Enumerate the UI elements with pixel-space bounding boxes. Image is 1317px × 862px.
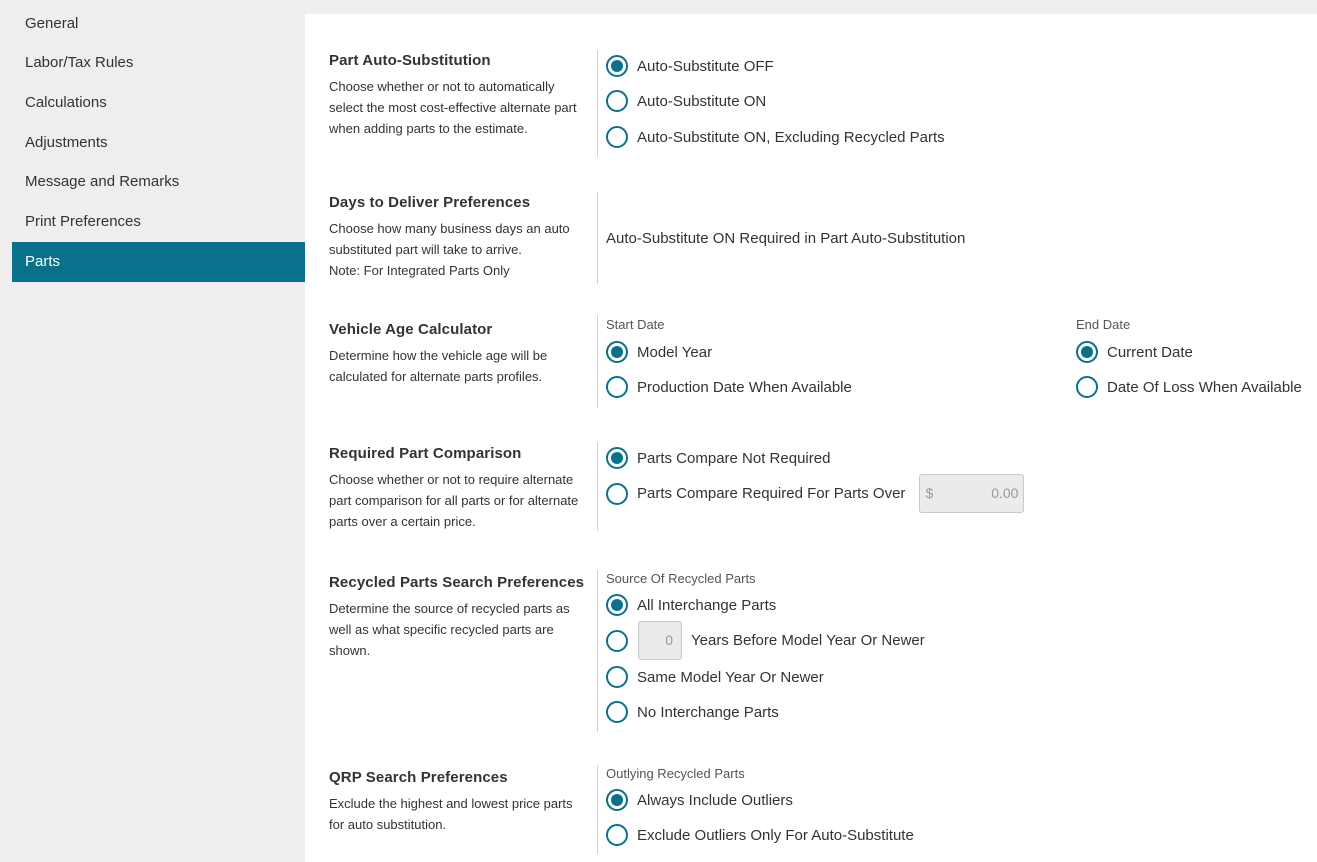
option-label: Model Year	[637, 343, 713, 361]
radio-unchecked-icon[interactable]	[606, 376, 628, 398]
option-label: Auto-Substitute ON, Excluding Recycled Parts	[637, 128, 945, 146]
sidebar-item-labor-tax-rules[interactable]: Labor/Tax Rules	[25, 54, 134, 71]
radio-exclude-outliers-auto-substitute[interactable]	[606, 824, 914, 846]
divider	[597, 570, 598, 732]
sidebar-item-parts[interactable]: Parts	[12, 242, 305, 282]
divider	[597, 50, 598, 157]
section-title: Required Part Comparison	[329, 445, 522, 462]
option-label: All Interchange Parts	[637, 596, 777, 614]
option-label: Exclude Outliers Only For Auto-Substitute	[637, 826, 914, 844]
radio-checked-icon[interactable]	[606, 789, 628, 811]
radio-parts-compare-required-over[interactable]	[606, 474, 1024, 513]
section-description: Determine the source of recycled parts as well as what specific recycled parts are shown.	[329, 601, 570, 658]
section-note: Note: For Integrated Parts Only	[329, 263, 510, 278]
price-threshold-value: 0.00	[991, 485, 1019, 501]
section-description: Choose whether or not to require alternate part comparison for all parts or for alternate parts over a certain price.	[329, 472, 579, 529]
outlying-recycled-parts-label: Outlying Recycled Parts	[606, 766, 745, 781]
radio-unchecked-icon[interactable]	[606, 126, 628, 148]
radio-always-include-outliers[interactable]	[606, 789, 793, 811]
start-date-label: Start Date	[606, 317, 665, 332]
radio-checked-icon[interactable]	[606, 55, 628, 77]
sidebar-item-general[interactable]: General	[25, 15, 79, 32]
section-description: Exclude the highest and lowest price parts for auto substitution.	[329, 796, 573, 832]
sidebar-item-calculations[interactable]: Calculations	[25, 94, 107, 111]
section-title: Recycled Parts Search Preferences	[329, 574, 585, 591]
option-label: Same Model Year Or Newer	[637, 668, 824, 686]
radio-unchecked-icon[interactable]	[606, 701, 628, 723]
end-date-label: End Date	[1076, 317, 1131, 332]
divider	[597, 315, 598, 408]
radio-same-model-year[interactable]	[606, 666, 824, 688]
radio-model-year[interactable]	[606, 341, 712, 363]
option-label: Years Before Model Year Or Newer	[691, 632, 925, 649]
years-before-value: 0	[665, 632, 673, 648]
radio-current-date[interactable]	[1076, 341, 1193, 363]
section-title: Days to Deliver Preferences	[329, 194, 531, 211]
parts-settings-panel	[305, 14, 1317, 862]
radio-auto-substitute-on-excluding-recycled[interactable]	[606, 126, 945, 148]
section-title: QRP Search Preferences	[329, 769, 508, 786]
radio-no-interchange-parts[interactable]	[606, 701, 779, 723]
radio-auto-substitute-off[interactable]	[606, 55, 774, 77]
radio-unchecked-icon[interactable]	[606, 483, 628, 505]
option-label: Date Of Loss When Available	[1107, 378, 1302, 396]
radio-checked-icon[interactable]	[1076, 341, 1098, 363]
radio-auto-substitute-on[interactable]	[606, 90, 766, 112]
radio-production-date[interactable]	[606, 376, 852, 398]
radio-date-of-loss[interactable]	[1076, 376, 1302, 398]
radio-all-interchange-parts[interactable]	[606, 594, 776, 616]
option-label: Auto-Substitute OFF	[637, 57, 774, 75]
radio-checked-icon[interactable]	[606, 594, 628, 616]
option-label: Auto-Substitute ON	[637, 92, 767, 110]
option-label: Production Date When Available	[637, 378, 852, 396]
section-description: Choose whether or not to automatically select the most cost-effective alternate part when adding parts to the estimate.	[329, 79, 577, 136]
radio-parts-compare-not-required[interactable]	[606, 447, 830, 469]
radio-unchecked-icon[interactable]	[606, 666, 628, 688]
divider	[597, 442, 598, 531]
radio-checked-icon[interactable]	[606, 341, 628, 363]
section-title: Vehicle Age Calculator	[329, 321, 493, 338]
radio-unchecked-icon[interactable]	[606, 90, 628, 112]
radio-unchecked-icon[interactable]	[1076, 376, 1098, 398]
section-description: Choose how many business days an auto substituted part will take to arrive.	[329, 221, 570, 257]
sidebar-item-adjustments[interactable]: Adjustments	[25, 134, 108, 151]
option-label: No Interchange Parts	[637, 703, 779, 721]
price-threshold-input[interactable]	[919, 474, 1024, 513]
sidebar-nav	[0, 0, 305, 862]
radio-unchecked-icon[interactable]	[606, 824, 628, 846]
radio-years-before-model-year[interactable]	[606, 621, 925, 660]
option-label: Current Date	[1107, 343, 1193, 361]
option-label: Parts Compare Not Required	[637, 449, 831, 467]
divider	[597, 765, 598, 854]
radio-unchecked-icon[interactable]	[606, 630, 628, 652]
sidebar-item-message-and-remarks[interactable]: Message and Remarks	[25, 173, 180, 190]
source-recycled-parts-label: Source Of Recycled Parts	[606, 571, 756, 586]
option-label: Always Include Outliers	[637, 791, 793, 809]
currency-symbol: $	[925, 485, 934, 501]
sidebar-item-print-preferences[interactable]: Print Preferences	[25, 213, 141, 230]
radio-checked-icon[interactable]	[606, 447, 628, 469]
section-title: Part Auto-Substitution	[329, 52, 491, 69]
section-description: Determine how the vehicle age will be calculated for alternate parts profiles.	[329, 348, 548, 384]
auto-substitute-required-message: Auto-Substitute ON Required in Part Auto-Substitution	[606, 230, 966, 247]
option-label: Parts Compare Required For Parts Over	[637, 485, 906, 502]
divider	[597, 192, 598, 284]
years-before-input[interactable]	[638, 621, 682, 660]
